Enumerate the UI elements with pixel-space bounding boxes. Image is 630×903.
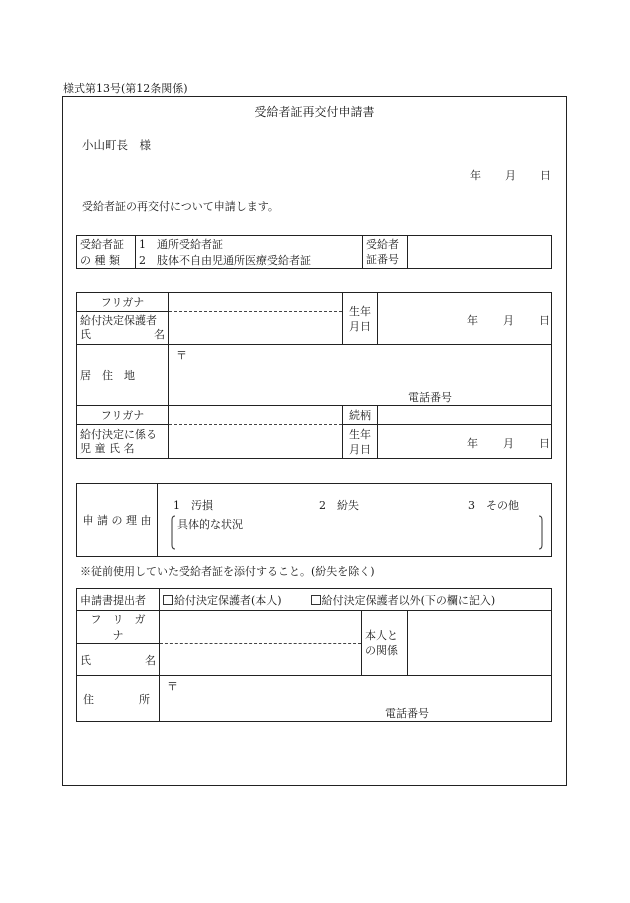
guardian-phone-label: 電話番号 [408,391,452,404]
reason-option-2[interactable]: 2 紛失 [319,499,359,512]
child-name-label: 給付決定に係る 児 童 氏 名 [77,425,169,459]
guardian-address-label: 居 住 地 [77,345,169,406]
reason-detail-label: 具体的な状況 [177,518,243,531]
reason-detail-field[interactable] [181,532,531,548]
guardian-birth-month: 月 [503,313,514,327]
child-birth-year: 年 [467,436,478,450]
reason-table [76,483,552,557]
submitter-address-label: 住 所 [77,676,160,722]
date-month-label: 月 [505,169,516,182]
guardian-birth-day: 日 [539,313,550,327]
reason-label: 申 請 の 理 由 [77,484,158,557]
attachment-note: ※従前使用していた受給者証を添付すること。(紛失を除く) [80,565,375,578]
child-name-field[interactable] [169,425,343,459]
child-birth-label: 生年 月日 [343,425,378,459]
date-day-label: 日 [540,169,551,182]
reason-option-3[interactable]: 3 その他 [468,499,519,512]
relation-field[interactable] [378,406,552,425]
child-birth-field[interactable] [378,425,552,459]
submitter-address-field[interactable] [160,676,552,722]
checkbox-self[interactable] [163,595,173,605]
reason-options[interactable] [158,484,552,557]
submitter-furigana-field[interactable] [160,611,362,644]
submitter-options [160,589,552,611]
guardian-name-label: 給付決定保護者 氏 名 [77,312,169,345]
applicant-info-table [76,292,552,459]
cert-number-field[interactable] [408,236,552,269]
submitter-table [76,588,552,722]
date-year-label: 年 [470,169,481,182]
submitter-postal-mark: 〒 [167,680,178,693]
form-number-label: 様式第13号(第12条関係) [63,82,188,95]
child-birth-day: 日 [539,436,550,450]
form-title: 受給者証再交付申請書 [254,105,375,119]
guardian-name-field[interactable] [169,312,343,345]
guardian-birth-year: 年 [467,313,478,327]
child-furigana-label: フリガナ [77,406,169,425]
submitter-phone-label: 電話番号 [385,707,429,720]
guardian-furigana-label: フリガナ [77,293,169,312]
certificate-type-table [76,235,552,269]
submitter-option-self[interactable]: 給付決定保護者(本人) [163,594,282,607]
reason-option-1[interactable]: 1 汚損 [173,499,213,512]
submitter-relation-label: 本人と の関係 [362,611,408,676]
guardian-birth-field[interactable] [378,293,552,345]
submitter-name-field[interactable] [160,644,362,676]
submitter-label: 申請書提出者 [77,589,160,611]
guardian-birth-label: 生年 月日 [343,293,378,345]
cert-type-label-2: の 種 類 [77,252,136,269]
guardian-postal-mark: 〒 [176,349,187,362]
addressee: 小山町長 様 [82,138,151,152]
cert-number-label: 受給者 証番号 [363,236,408,269]
child-furigana-field[interactable] [169,406,343,425]
right-bracket [538,515,543,550]
cert-option-2[interactable]: 2 肢体不自由児通所医療受給者証 [136,252,363,269]
left-bracket [171,515,176,550]
submitter-name-label: 氏 名 [77,644,160,676]
cert-option-1[interactable]: 1 通所受給者証 [136,236,363,253]
checkbox-other[interactable] [311,595,321,605]
intro-statement: 受給者証の再交付について申請します。 [82,200,279,213]
submitter-furigana-label: フ リ ガ ナ [77,611,160,644]
cert-type-label: 受給者証 [77,236,136,253]
submitter-option-other[interactable]: 給付決定保護者以外(下の欄に記入) [311,594,496,607]
submitter-relation-field[interactable] [408,611,552,676]
guardian-furigana-field[interactable] [169,293,343,312]
relation-label: 続柄 [343,406,378,425]
child-birth-month: 月 [503,436,514,450]
guardian-address-field[interactable] [169,345,552,406]
